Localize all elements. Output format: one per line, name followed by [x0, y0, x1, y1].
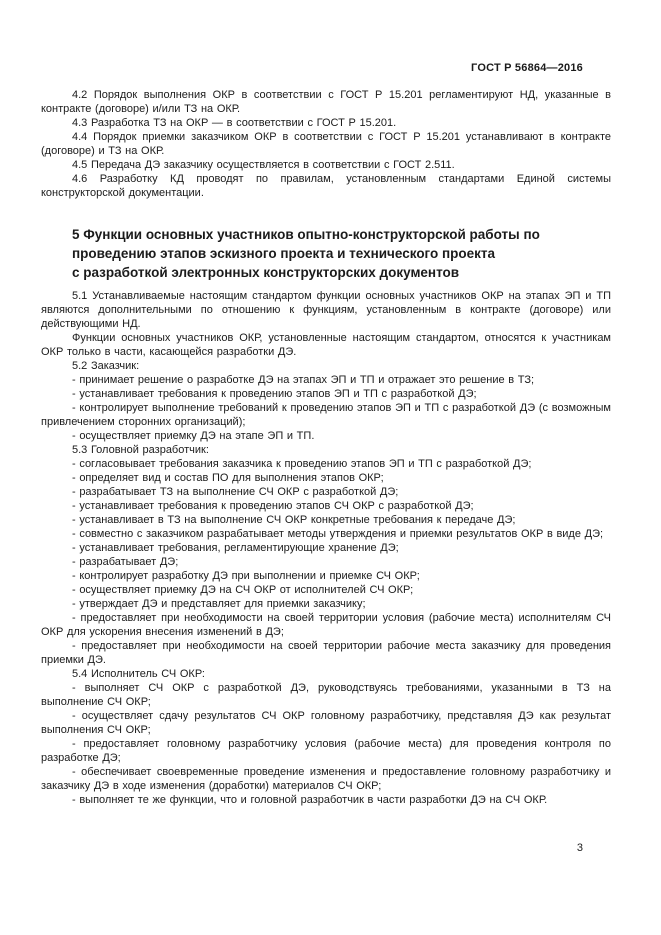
list-item: - утверждает ДЭ и представляет для приемки заказчику;: [72, 598, 366, 610]
paragraph: 4.6 Разработку КД проводят по правилам, установленным стандартами Единой системы конструкторской документации.: [41, 173, 611, 199]
list-item: - предоставляет головному разработчику условия (рабочие места) для проведения контроля по разработке ДЭ;: [41, 738, 611, 764]
list-item: - устанавливает требования, регламентирующие хранение ДЭ;: [72, 542, 399, 554]
document-body: [41, 88, 611, 807]
list-item: - устанавливает требования к проведению этапов СЧ ОКР с разработкой ДЭ;: [72, 500, 474, 512]
section-heading-line: проведению этапов эскизного проекта и технического проекта: [72, 246, 496, 261]
standard-code-header: ГОСТ Р 56864—2016: [471, 62, 583, 74]
list-item: - устанавливает требования к проведению этапов ЭП и ТП с разработкой ДЭ;: [72, 388, 477, 400]
paragraph: 5.1 Устанавливаемые настоящим стандартом функции основных участников ОКР на этапах ЭП и ТП являются дополнительными по отношению к функциям, установленным в контракте (договоре) или действующими НД.: [41, 290, 611, 330]
list-item: - осуществляет сдачу результатов СЧ ОКР головному разработчику, представляя ДЭ как результат выполнения СЧ ОКР;: [41, 710, 611, 736]
list-item: - разрабатывает ТЗ на выполнение СЧ ОКР с разработкой ДЭ;: [72, 486, 399, 498]
paragraph: 5.4 Исполнитель СЧ ОКР:: [72, 668, 205, 680]
paragraph: Функции основных участников ОКР, установленные настоящим стандартом, относятся к участникам ОКР только в части, касающейся разработки ДЭ.: [41, 332, 611, 358]
list-item: - выполняет те же функции, что и головной разработчик в части разработки ДЭ на СЧ ОКР.: [72, 794, 548, 806]
list-item: - контролирует выполнение требований к проведению этапов ЭП и ТП с разработкой ДЭ (с возможным привлечением сторонних организаций);: [41, 402, 611, 428]
list-item: - определяет вид и состав ПО для выполнения этапов ОКР;: [72, 472, 384, 484]
list-item: - осуществляет приемку ДЭ на этапе ЭП и ТП.: [72, 430, 315, 442]
paragraph: 4.4 Порядок приемки заказчиком ОКР в соответствии с ГОСТ Р 15.201 устанавливают в контракте (договоре) и ТЗ на ОКР.: [41, 131, 611, 157]
paragraph: 5.3 Головной разработчик:: [72, 444, 209, 456]
section-heading-line: 5 Функции основных участников опытно-конструкторской работы по: [72, 227, 540, 242]
list-item: - совместно с заказчиком разрабатывает методы утверждения и приемки результатов ОКР в виде ДЭ;: [72, 528, 604, 540]
page-number: 3: [576, 842, 583, 854]
list-item: - контролирует разработку ДЭ при выполнении и приемке СЧ ОКР;: [72, 570, 420, 582]
paragraph: 4.3 Разработка ТЗ на ОКР — в соответствии с ГОСТ Р 15.201.: [72, 117, 397, 129]
list-item: - разрабатывает ДЭ;: [72, 556, 179, 568]
list-item: - осуществляет приемку ДЭ на СЧ ОКР от исполнителей СЧ ОКР;: [72, 584, 414, 596]
list-item: - обеспечивает своевременные проведение изменения и предоставление головному разработчику и заказчику ДЭ в ходе изменения (доработки) материалов СЧ ОКР;: [41, 766, 611, 792]
paragraph: 4.5 Передача ДЭ заказчику осуществляется в соответствии с ГОСТ 2.511.: [72, 159, 455, 171]
list-item: - принимает решение о разработке ДЭ на этапах ЭП и ТП и отражает это решение в ТЗ;: [72, 374, 535, 386]
list-item: - выполняет СЧ ОКР с разработкой ДЭ, руководствуясь требованиями, указанными в ТЗ на выполнение СЧ ОКР;: [41, 682, 611, 708]
list-item: - устанавливает в ТЗ на выполнение СЧ ОКР конкретные требования к передаче ДЭ;: [72, 514, 516, 526]
list-item: - согласовывает требования заказчика к проведению этапов ЭП и ТП с разработкой ДЭ;: [72, 458, 532, 470]
paragraph: 5.2 Заказчик:: [72, 360, 140, 372]
list-item: - предоставляет при необходимости на своей территории условия (рабочие места) исполнителям СЧ ОКР для ускорения внесения изменений в ДЭ;: [41, 612, 611, 638]
section-heading: [41, 225, 611, 282]
paragraph: 4.2 Порядок выполнения ОКР в соответствии с ГОСТ Р 15.201 регламентируют НД, указанные в контракте (договоре) и/или ТЗ на ОКР.: [41, 89, 611, 115]
list-item: - предоставляет при необходимости на своей территории рабочие места заказчику для проведения приемки ДЭ.: [41, 640, 611, 666]
section-heading-line: с разработкой электронных конструкторских документов: [72, 265, 460, 280]
